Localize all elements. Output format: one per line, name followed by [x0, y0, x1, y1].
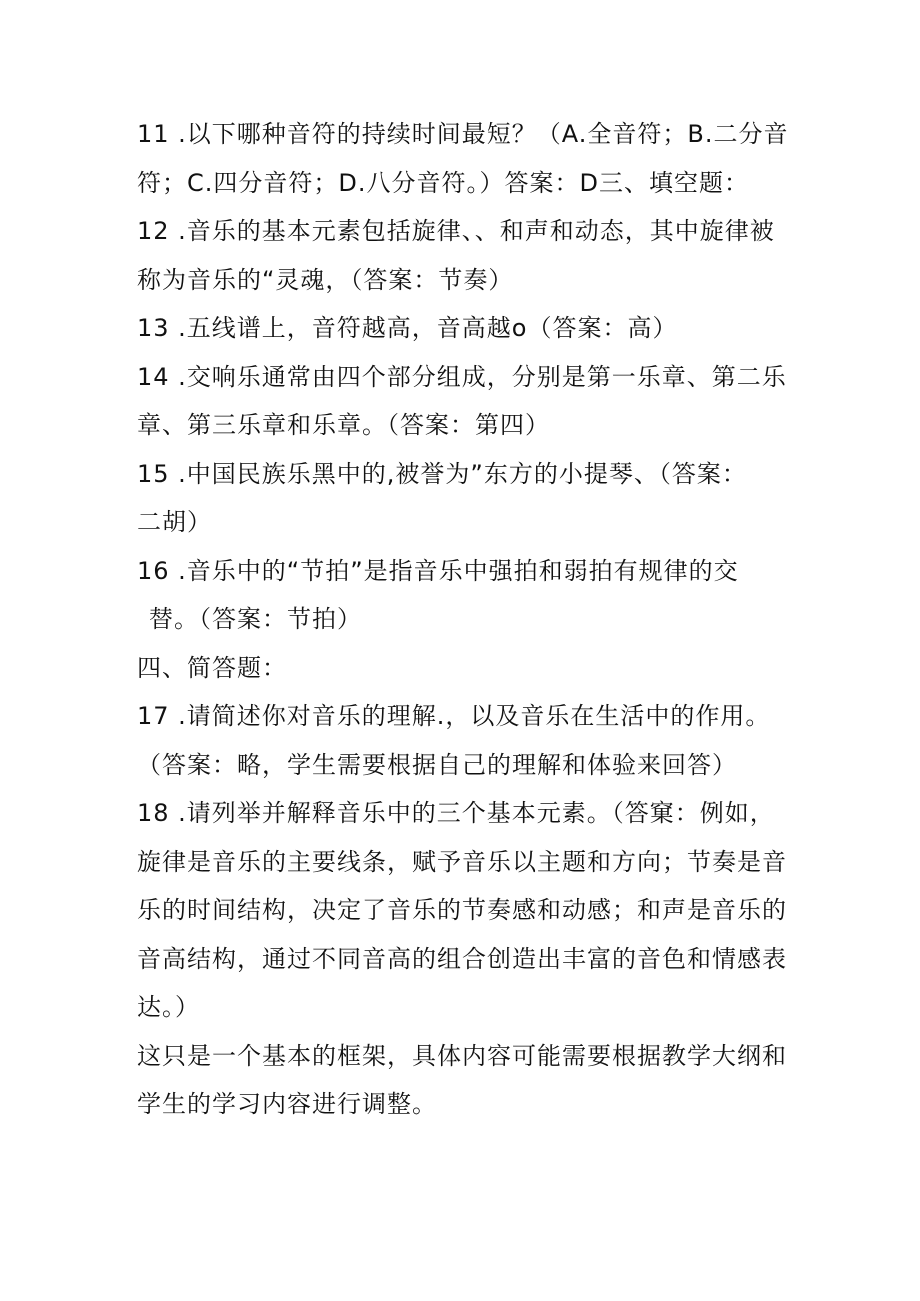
question-15-line-1: 15 .中国民族乐黑中的,被誉为”东方的小提琴、（答案： — [137, 459, 747, 488]
question-15-line-2: 二胡） — [137, 508, 212, 536]
question-16-line-1: 16 .音乐中的“节拍”是指音乐中强拍和弱拍有规律的交 — [137, 556, 739, 585]
question-18-line-4: 音高结构，通过不同音高的组合创造出丰富的音色和情感表 — [137, 944, 787, 973]
question-12-line-2: 称为音乐的“灵魂，（答案：节奏） — [137, 265, 514, 294]
question-11-line-2: 符；C.四分音符；D.八分音符。）答案：D三、填空题： — [137, 168, 749, 197]
question-18-line-1: 18 .请列举并解释音乐中的三个基本元素。（答窠：例如， — [137, 799, 775, 827]
question-17-line-1: 17 .请简述你对音乐的理解.，以及音乐在生活中的作用。 — [137, 702, 771, 730]
document-body — [137, 110, 787, 1129]
closing-note-line-2: 学生的学习内容进行调整。 — [137, 1090, 437, 1118]
question-13-line: 13 .五线谱上，音符越高，音高越o（答案：高） — [137, 314, 678, 342]
question-16-line-2: 替。（答案：节拍） — [149, 605, 362, 633]
question-18-line-3: 乐的时间结构，决定了音乐的节奏感和动感；和声是音乐的 — [137, 896, 787, 924]
question-12-line-1: 12 .音乐的基本元素包括旋律、、和声和动态，其中旋律被 — [137, 217, 775, 245]
question-14-line-2: 章、第三乐章和乐章。（答案：第四） — [137, 411, 550, 439]
question-14-line-1: 14 .交响乐通常由四个部分组成，分别是第一乐章、第二乐 — [137, 362, 787, 391]
closing-note-line-1: 这只是一个基本的框架，具体内容可能需要根据教学大纲和 — [137, 1041, 787, 1070]
section-heading-short-answer: 四、简答题： — [137, 653, 287, 682]
question-17-line-2: （答案：略，学生需要根据自己的理解和体验来回答） — [137, 750, 737, 779]
question-18-line-2: 旋律是音乐的主要线条，赋予音乐以主题和方向；节奏是音 — [137, 847, 787, 876]
question-11-line-1: 11 .以下哪种音符的持续时间最短？（A.全音符；B.二分音 — [137, 120, 789, 148]
question-18-line-5: 达。） — [137, 993, 200, 1021]
